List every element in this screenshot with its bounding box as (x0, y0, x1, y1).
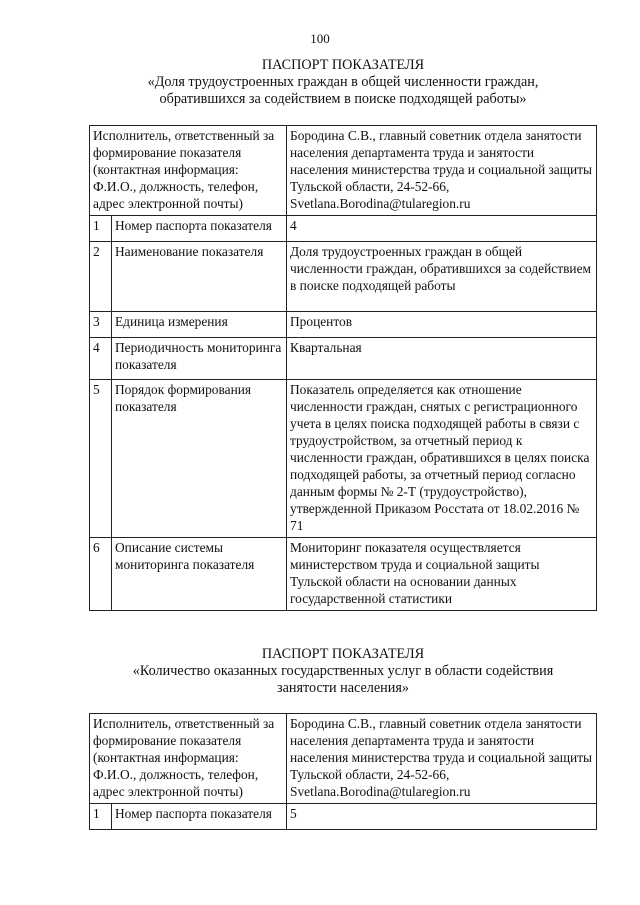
passport-heading: ПАСПОРТ ПОКАЗАТЕЛЯ (261, 646, 425, 662)
passport-table (89, 125, 597, 611)
row-number: 1 (90, 216, 112, 242)
row-label: Наименование показателя (112, 242, 287, 312)
row-value: Мониторинг показателя осуществляется министерством труда и социальной защиты Тульской области на основании данных государственной статистики (287, 538, 597, 611)
table-row (90, 380, 597, 538)
table-row (90, 216, 597, 242)
passport-subtitle-line1: «Доля трудоустроенных граждан в общей численности граждан, (147, 74, 539, 90)
row-value: 5 (287, 804, 597, 830)
row-label: Периодичность мониторинга показателя (112, 338, 287, 380)
row-number: 4 (90, 338, 112, 380)
table-row (90, 338, 597, 380)
passport-subtitle-line2: занятости населения» (277, 680, 409, 696)
row-label: Порядок формирования показателя (112, 380, 287, 538)
row-value: Доля трудоустроенных граждан в общей численности граждан, обратившихся за содействием в поиске подходящей работы (287, 242, 597, 312)
row-value: Показатель определяется как отношение численности граждан, снятых с регистрационного учета в целях поиска подходящей работы в связи с трудоустройством, за отчетный период к численности граждан, обратившихся в целях поиска подходящей работы, за отчетный период согласно данным формы № 2-Т (трудоустройство), утвержденной Приказом Росстата от 18.02.2016 № 71 (287, 380, 597, 538)
table-row (90, 312, 597, 338)
row-label: Номер паспорта показателя (112, 216, 287, 242)
table-row (90, 804, 597, 830)
row-number: 5 (90, 380, 112, 538)
row-value: Процентов (287, 312, 597, 338)
page-number: 100 (310, 31, 330, 46)
executor-value: Бородина С.В., главный советник отдела занятости населения департамента труда и занятости населения министерства труда и социальной защиты Тульской области, 24-52-66, Svetlana.Borodina@tularegion.ru (287, 126, 597, 216)
passport-title (90, 57, 596, 108)
row-label: Номер паспорта показателя (112, 804, 287, 830)
table-row (90, 714, 597, 804)
executor-value: Бородина С.В., главный советник отдела занятости населения департамента труда и занятости населения министерства труда и социальной защиты Тульской области, 24-52-66, Svetlana.Borodina@tularegion.ru (287, 714, 597, 804)
table-row (90, 242, 597, 312)
row-label: Описание системы мониторинга показателя (112, 538, 287, 611)
passport-title (90, 646, 596, 697)
passport-subtitle-line2: обратившихся за содействием в поиске подходящей работы» (159, 91, 527, 107)
executor-label: Исполнитель, ответственный за формирование показателя (контактная информация: Ф.И.О., должность, телефон, адрес электронной почты) (90, 714, 287, 804)
row-value: Квартальная (287, 338, 597, 380)
row-number: 2 (90, 242, 112, 312)
row-number: 1 (90, 804, 112, 830)
passport-table (89, 713, 597, 830)
passport-subtitle-line1: «Количество оказанных государственных услуг в области содействия (132, 663, 554, 679)
row-number: 3 (90, 312, 112, 338)
table-row (90, 126, 597, 216)
passport-heading: ПАСПОРТ ПОКАЗАТЕЛЯ (261, 57, 425, 73)
row-label: Единица измерения (112, 312, 287, 338)
row-number: 6 (90, 538, 112, 611)
table-row (90, 538, 597, 611)
row-value: 4 (287, 216, 597, 242)
executor-label: Исполнитель, ответственный за формирование показателя (контактная информация: Ф.И.О., должность, телефон, адрес электронной почты) (90, 126, 287, 216)
